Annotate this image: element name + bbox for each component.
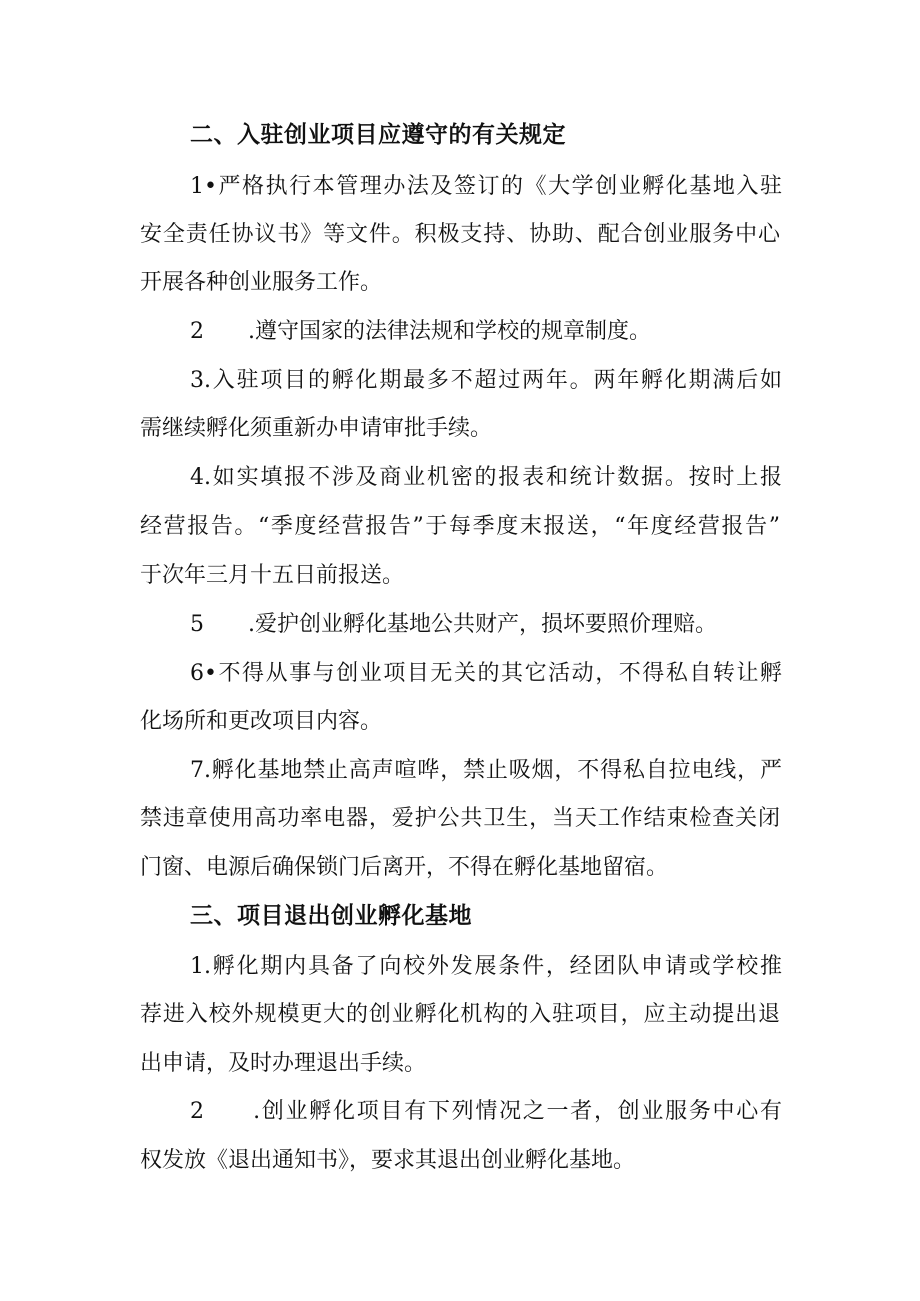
paragraph-line: 7.孵化基地禁止高声喧哗，禁止吸烟，不得私自拉电线，严 [190, 758, 782, 783]
paragraph-line: 经营报告。“季度经营报告”于每季度末报送，“年度经营报告” [140, 514, 780, 539]
paragraph-line: 5 .爱护创业孵化基地公共财产，损坏要照价理赔。 [190, 612, 717, 637]
paragraph-line: 1.孵化期内具备了向校外发展条件，经团队申请或学校推 [190, 954, 782, 979]
paragraph-line: 安全责任协议书》等文件。积极支持、协助、配合创业服务中心 [140, 222, 780, 247]
paragraph-line: 荐进入校外规模更大的创业孵化机构的入驻项目，应主动提出退 [140, 1002, 780, 1027]
paragraph-line: 化场所和更改项目内容。 [140, 709, 383, 734]
paragraph-line: 2 .创业孵化项目有下列情况之一者，创业服务中心有 [190, 1099, 782, 1124]
paragraph-line: 4.如实填报不涉及商业机密的报表和统计数据。按时上报 [190, 465, 782, 490]
paragraph-line: 2 .遵守国家的法律法规和学校的规章制度。 [190, 319, 651, 344]
paragraph-line: 于次年三月十五日前报送。 [140, 563, 405, 588]
paragraph-line: 1•严格执行本管理办法及签订的《大学创业孵化基地入驻 [190, 174, 782, 199]
paragraph-line: 6•不得从事与创业项目无关的其它活动，不得私自转让孵 [190, 661, 782, 686]
paragraph-line: 需继续孵化须重新办申请审批手续。 [140, 416, 493, 441]
paragraph-line: 3.入驻项目的孵化期最多不超过两年。两年孵化期满后如 [190, 368, 782, 393]
paragraph-line: 出申请，及时办理退出手续。 [140, 1051, 427, 1076]
paragraph-line: 门窗、电源后确保锁门后离开，不得在孵化基地留宿。 [140, 855, 669, 880]
section-heading: 二、入驻创业项目应遵守的有关规定 [190, 122, 566, 148]
paragraph-line: 禁违章使用高功率电器，爱护公共卫生，当天工作结束检查关闭 [140, 806, 780, 831]
paragraph-line: 权发放《退出通知书》，要求其退出创业孵化基地。 [140, 1148, 636, 1173]
paragraph-line: 开展各种创业服务工作。 [140, 270, 383, 295]
section-heading: 三、项目退出创业孵化基地 [190, 903, 472, 929]
